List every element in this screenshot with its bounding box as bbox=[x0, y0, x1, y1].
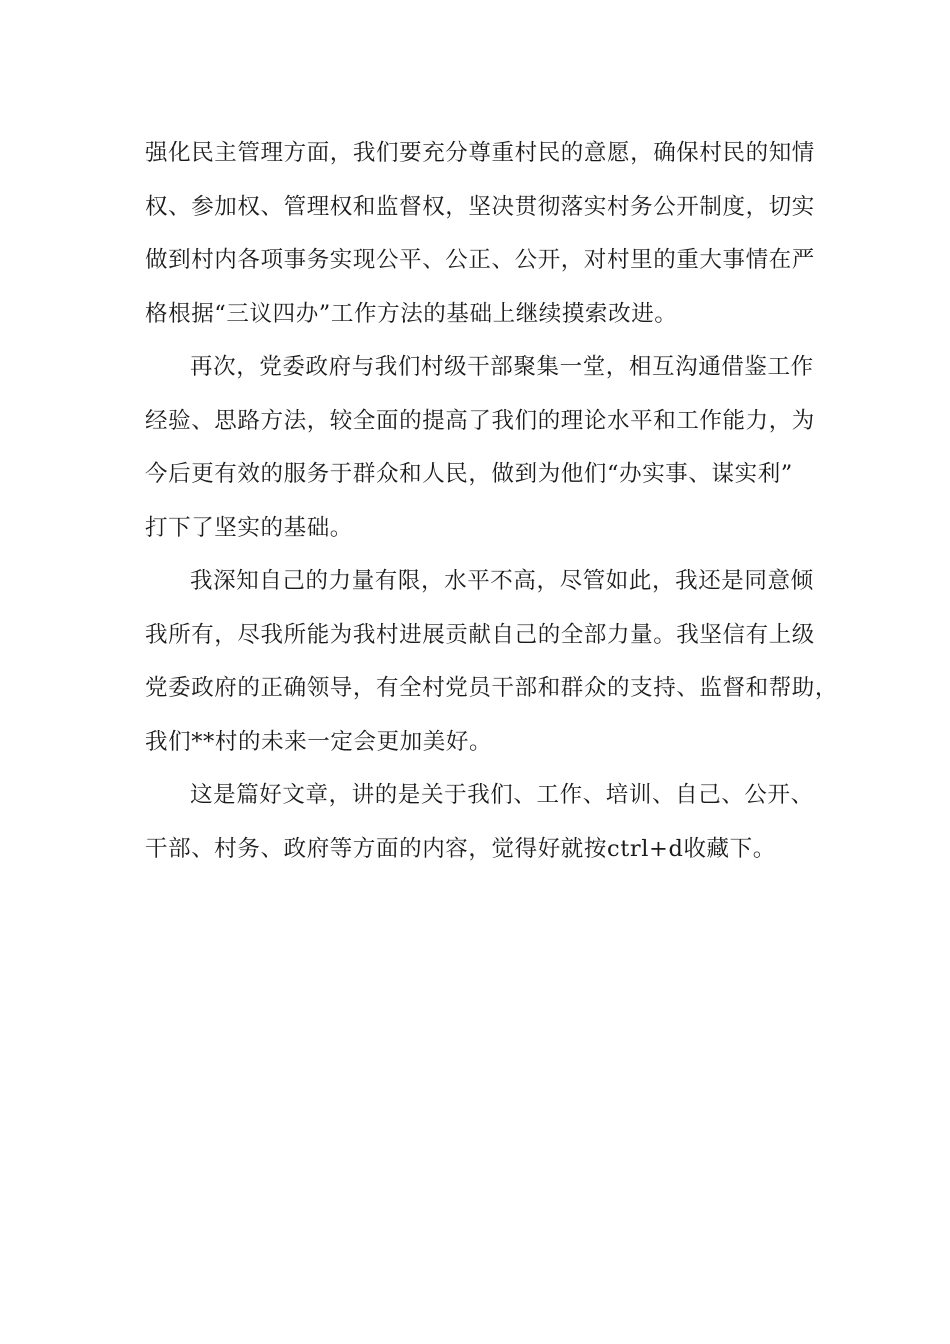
text-line: 党委政府的正确领导，有全村党员干部和群众的支持、监督和帮助， bbox=[145, 675, 839, 701]
paragraph-personal-commitment bbox=[145, 561, 839, 775]
text-line: 经验、思路方法，较全面的提高了我们的理论水平和工作能力，为 bbox=[145, 407, 815, 434]
text-line: 这是篇好文章，讲的是关于我们、工作、培训、自己、公开、 bbox=[190, 782, 814, 808]
text-line: 今后更有效的服务于群众和人民，做到为他们“办实事、谋实利” bbox=[145, 461, 793, 487]
paragraph-democratic-management bbox=[145, 133, 825, 347]
text-line: 打下了坚实的基础。 bbox=[145, 514, 353, 541]
paragraph-closing-note bbox=[145, 775, 825, 882]
text-line: 我所有，尽我所能为我村进展贡献自己的全部力量。我坚信有上级 bbox=[145, 621, 815, 648]
text-line: 我深知自己的力量有限，水平不高，尽管如此，我还是同意倾 bbox=[190, 568, 814, 594]
document-body bbox=[145, 133, 839, 882]
text-line: 我们**村的未来一定会更加美好。 bbox=[145, 728, 493, 755]
text-line: 做到村内各项事务实现公平、公正、公开，对村里的重大事情在严 bbox=[145, 247, 815, 273]
paragraph-exchange-experience bbox=[145, 347, 825, 561]
text-line: 再次，党委政府与我们村级干部聚集一堂，相互沟通借鉴工作 bbox=[190, 354, 814, 380]
text-line: 强化民主管理方面，我们要充分尊重村民的意愿，确保村民的知情 bbox=[145, 140, 815, 166]
text-line: 格根据“三议四办”工作方法的基础上继续摸索改进。 bbox=[145, 300, 678, 327]
text-line: 干部、村务、政府等方面的内容，觉得好就按ctrl+d收藏下。 bbox=[145, 835, 776, 862]
text-line: 权、参加权、管理权和监督权，坚决贯彻落实村务公开制度，切实 bbox=[145, 193, 815, 220]
